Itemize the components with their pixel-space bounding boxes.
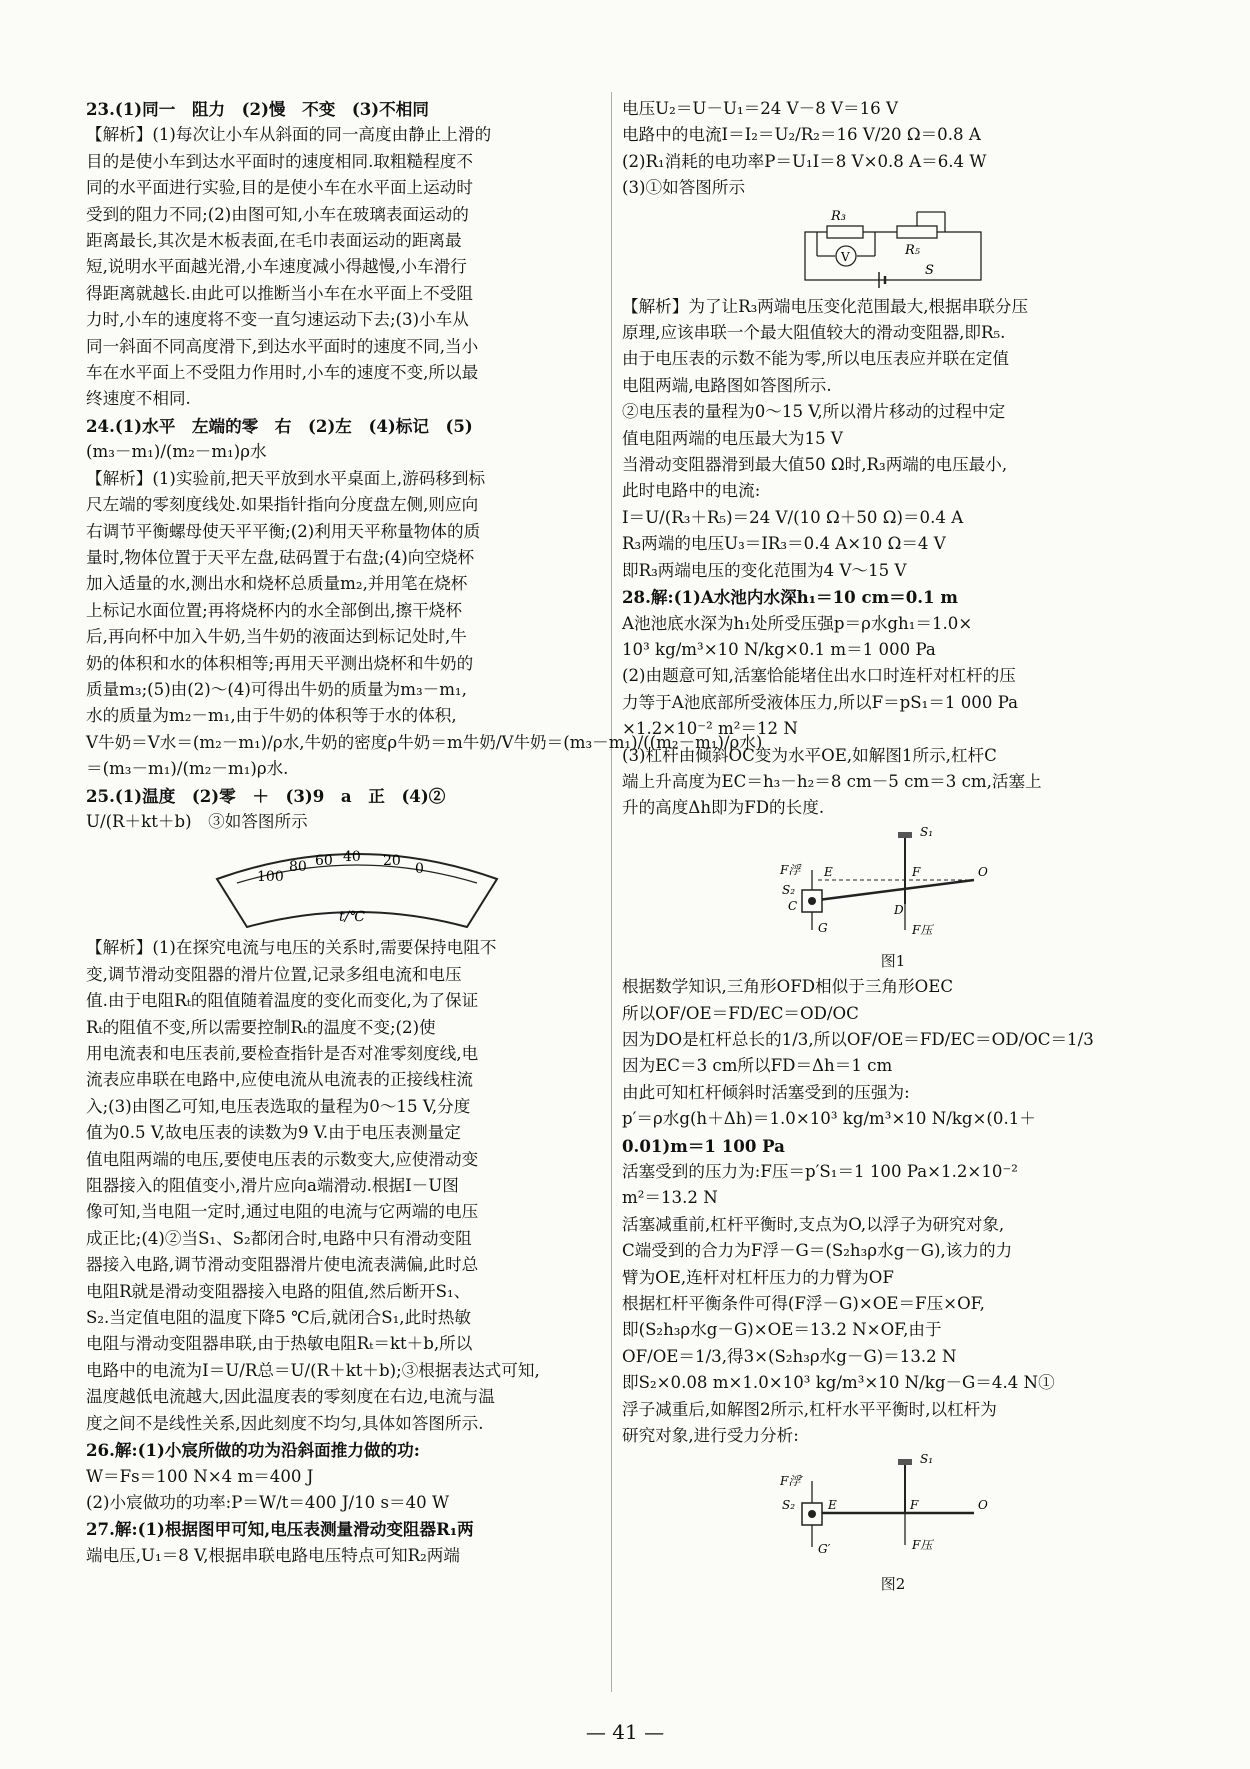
right-block3-line: 因为EC＝3 cm所以FD＝Δh＝1 cm [622,1056,893,1076]
left-block1-line: V牛奶＝V水＝(m₂－m₁)/ρ水,牛奶的密度ρ牛奶＝m牛奶/V牛奶＝(m₃－m₁)/((m₂－m₁)/ρ水) [86,732,763,752]
right-block2-line: 当滑动变阻器滑到最大值50 Ω时,R₃两端的电压最小, [622,455,1008,475]
right-block2-line: 即R₃两端电压的变化范围为4 V～15 V [622,560,907,580]
left-block1-line: 【解析】(1)实验前,把天平放到水平桌面上,游码移到标 [86,468,486,488]
left-block1-line: U/(R＋kt＋b) ③如答图所示 [86,811,308,831]
fig2-label-g: G′ [818,1542,831,1557]
fig1-label-d: D [894,902,904,917]
left-block2-line: 值电阻两端的电压,要使电压表的示数变大,应使滑动变 [86,1149,479,1169]
right-block2-line: 28.解:(1)A水池内水深h₁＝10 cm＝0.1 m [622,587,958,608]
left-block1-line: 受到的阻力不同;(2)由图可知,小车在玻璃表面运动的 [86,204,469,224]
fig2-label-ffu: F浮′ [780,1474,804,1489]
circuit-figure [622,206,1164,290]
right-block2-line: (3)杠杆由倾斜OC变为水平OE,如解图1所示,杠杆C [622,745,997,765]
fig1-label-ffu: F浮 [780,862,801,877]
right-block2-line: 力等于A池底部所受液体压力,所以F＝pS₁＝1 000 Pa [622,692,1019,712]
fig1-caption: 图1 [880,951,906,970]
left-block1-line: 得距离就越长.由此可以推断当小车在水平面上不受阻 [86,283,473,303]
right-block3-line: 根据杠杆平衡条件可得(F浮－G)×OE＝F压×OF, [622,1294,985,1314]
right-block3-line: OF/OE＝1/3,得3×(S₂h₃ρ水g－G)＝13.2 N [622,1346,957,1366]
left-block2-line: 电阻R就是滑动变阻器接入电路的阻值,然后断开S₁、 [86,1281,471,1301]
right-block3-line: p′＝ρ水g(h＋Δh)＝1.0×10³ kg/m³×10 N/kg×(0.1＋ [622,1109,1036,1129]
right-block2-line: 【解析】为了让R₃两端电压变化范围最大,根据串联分压 [622,296,1029,316]
left-block1-line: 同一斜面不同高度滑下,到达水平面时的速度不同,当小 [86,336,479,356]
thermometer-dial-figure [86,839,628,931]
right-block2-line: ②电压表的量程为0～15 V,所以滑片移动的过程中定 [622,402,1006,422]
right-block2-line: 电阻两端,电路图如答图所示. [622,375,832,395]
left-block1-line: 终速度不相同. [86,389,191,409]
page-number: — 41 — [585,1720,665,1744]
left-block2-line: 入;(3)由图乙可知,电压表选取的量程为0～15 V,分度 [86,1096,471,1116]
dial-unit: t/℃ [339,909,366,926]
dial-tick-1: 80 [289,859,307,876]
left-block2-line: 流表应串联在电路中,应使电流从电流表的正接线柱流 [86,1070,473,1090]
right-block1-line: (3)①如答图所示 [622,178,746,198]
fig2-label-f: F [910,1498,919,1513]
left-block1-line: 量时,物体位置于天平左盘,砝码置于右盘;(4)向空烧杯 [86,547,475,567]
left-block2-line: Rₜ的阻值不变,所以需要控制Rₜ的温度不变;(2)使 [86,1017,436,1037]
right-text-block-2 [622,294,1164,822]
dial-tick-4: 20 [383,853,401,870]
left-block1-line: 水的质量为m₂－m₁,由于牛奶的体积等于水的体积, [86,706,457,726]
right-block2-line: 10³ kg/m³×10 N/kg×0.1 m＝1 000 Pa [622,639,936,659]
fig1-label-e: E [824,864,833,879]
left-block1-line: (m₃－m₁)/(m₂－m₁)ρ水 [86,442,267,462]
right-block3-line: 根据数学知识,三角形OFD相似于三角形OEC [622,977,954,997]
right-block2-line: R₃两端的电压U₃＝IR₃＝0.4 A×10 Ω＝4 V [622,534,946,554]
fig2-label-fya: F压 [912,1538,933,1553]
right-block2-line: (2)由题意可知,活塞恰能堵住出水口时连杆对杠杆的压 [622,666,1016,686]
left-block2-line: (2)小宸做功的功率:P＝W/t＝400 J/10 s＝40 W [86,1492,450,1512]
right-block2-line: A池池底水深为h₁处所受压强p＝ρ水gh₁＝1.0× [622,613,973,633]
circuit-label-v: V [841,249,850,264]
right-block3-line: 0.01)m＝1 100 Pa [622,1135,785,1156]
right-block3-line: m²＝13.2 N [622,1188,718,1208]
circuit-label-r3: R₃ [831,208,846,224]
left-block2-line: S₂.当定值电阻的温度下降5 ℃后,就闭合S₁,此时热敏 [86,1308,471,1328]
right-block3-line: 所以OF/OE＝FD/EC＝OD/OC [622,1003,859,1023]
left-block1-line: 上标记水面位置;再将烧杯内的水全部倒出,擦干烧杯 [86,600,462,620]
fig1-label-g: G [818,920,828,935]
left-block1-line: 23.(1)同一 阻力 (2)慢 不变 (3)不相同 [86,99,429,119]
left-block2-line: 成正比;(4)②当S₁、S₂都闭合时,电路中只有滑动变阻 [86,1228,472,1248]
right-block1-line: 电路中的电流I＝I₂＝U₂/R₂＝16 V/20 Ω＝0.8 A [622,125,981,145]
left-block1-line: 【解析】(1)每次让小车从斜面的同一高度由静止上滑的 [86,125,492,145]
left-block2-line: 电阻与滑动变阻器串联,由于热敏电阻Rₜ＝kt＋b,所以 [86,1334,473,1354]
left-block1-line: 24.(1)水平 左端的零 右 (2)左 (4)标记 (5) [86,415,473,436]
right-block1-line: (2)R₁消耗的电功率P＝U₁I＝8 V×0.8 A＝6.4 W [622,151,987,171]
right-block3-line: 浮子减重后,如解图2所示,杠杆水平平衡时,以杠杆为 [622,1399,997,1419]
dial-tick-3: 40 [343,849,361,866]
left-block2-line: W＝Fs＝100 N×4 m＝400 J [86,1466,314,1486]
right-text-block-1 [622,96,1164,202]
left-block1-line: 距离最长,其次是木板表面,在毛巾表面运动的距离最 [86,231,462,251]
fig1-label-s2: S₂ [782,882,796,897]
left-block2-line: 【解析】(1)在探究电流与电压的关系时,需要保持电阻不 [86,938,497,958]
fig1-label-fya: F压 [912,922,933,937]
thermometer-dial [197,839,517,931]
fig2-label-s2: S₂ [782,1498,796,1513]
left-block1-line: 加入适量的水,测出水和烧杯总质量m₂,并用笔在烧杯 [86,574,468,594]
left-block2-line: 用电流表和电压表前,要检查指针是否对准零刻度线,电 [86,1044,479,1063]
right-block2-line: 此时电路中的电流: [622,481,761,501]
right-block3-line: 由此可知杠杆倾斜时活塞受到的压强为: [622,1082,910,1102]
right-block2-line: 升的高度Δh即为FD的长度. [622,798,825,818]
right-block3-line: 活塞受到的压力为:F压＝p′S₁＝1 100 Pa×1.2×10⁻² [622,1162,1018,1181]
right-column [622,96,1164,1598]
left-block2-line: 26.解:(1)小宸所做的功为沿斜面推力做的功: [86,1440,420,1461]
fig1-label-f: F [912,864,921,879]
left-block2-line: 端电压,U₁＝8 V,根据串联电路电压特点可知R₂两端 [86,1545,460,1565]
fig2-caption: 图2 [880,1575,906,1594]
lever-figure-2 [622,1453,1164,1567]
right-block3-line: 因为DO是杠杆总长的1/3,所以OF/OE＝FD/EC＝OD/OC＝1/3 [622,1029,1094,1049]
right-block2-line: 端上升高度为EC＝h₃－h₂＝8 cm－5 cm＝3 cm,活塞上 [622,771,1042,791]
right-block3-line: 研究对象,进行受力分析: [622,1426,799,1446]
fig1-label-s1: S₁ [920,824,934,839]
left-block1-line: 25.(1)温度 (2)零 ＋ (3)9 a 正 (4)② [86,785,446,806]
left-block1-line: 质量m₃;(5)由(2)～(4)可得出牛奶的质量为m₃－m₁, [86,679,467,699]
right-block2-line: 原理,应该串联一个最大阻值较大的滑动变阻器,即R₅. [622,323,1006,343]
right-block3-line: C端受到的合力为F浮－G＝(S₂h₃ρ水g－G),该力的力 [622,1241,1013,1261]
left-block1-line: 车在水平面上不受阻力作用时,小车的速度不变,所以最 [86,363,479,383]
left-block2-line: 度之间不是线性关系,因此刻度不均匀,具体如答图所示. [86,1413,484,1433]
right-block2-line: 由于电压表的示数不能为零,所以电压表应并联在定值 [622,349,1009,369]
left-block1-line: 奶的体积和水的体积相等;再用天平测出烧杯和牛奶的 [86,653,474,673]
circuit-label-s: S [925,262,934,278]
right-block1-line: 电压U₂＝U－U₁＝24 V－8 V＝16 V [622,99,898,118]
fig2-label-e: E [828,1498,837,1513]
circuit-label-r5: R₅ [905,242,920,258]
dial-tick-0: 100 [257,869,284,886]
left-block1-line: ＝(m₃－m₁)/(m₂－m₁)ρ水. [86,759,289,779]
left-block2-line: 像可知,当电阻一定时,通过电阻的电流与它两端的电压 [86,1202,479,1222]
right-block2-line: I＝U/(R₃＋R₅)＝24 V/(10 Ω＋50 Ω)＝0.4 A [622,507,964,527]
fig1-label-o: O [978,864,988,879]
left-block2-line: 值为0.5 V,故电压表的读数为9 V.由于电压表测量定 [86,1123,461,1143]
left-block1-line: 右调节平衡螺母使天平平衡;(2)利用天平称量物体的质 [86,521,481,541]
left-block2-line: 值.由于电阻Rₜ的阻值随着温度的变化而变化,为了保证 [86,991,479,1011]
right-block3-line: 活塞减重前,杠杆平衡时,支点为O,以浮子为研究对象, [622,1214,1005,1234]
left-block2-line: 变,调节滑动变阻器的滑片位置,记录多组电流和电压 [86,964,462,984]
fig1-label-c: C [788,898,798,913]
left-block2-line: 器接入电路,调节滑动变阻器滑片使电流表满偏,此时总 [86,1255,479,1275]
left-block1-line: 目的是使小车到达水平面时的速度相同.取粗糙程度不 [86,151,473,171]
lever-figure-1 [622,826,1164,944]
lever-diagram-2 [778,1453,1008,1567]
right-text-block-3 [622,974,1164,1449]
left-block1-line: 后,再向杯中加入牛奶,当牛奶的液面达到标记处时,牛 [86,627,467,647]
left-block1-line: 尺左端的零刻度线处.如果指针指向分度盘左侧,则应向 [86,495,479,515]
lever-diagram-1 [778,826,1008,944]
right-block2-line: 值电阻两端的电压最大为15 V [622,428,843,448]
dial-tick-5: 0 [415,861,424,878]
right-block3-line: 即(S₂h₃ρ水g－G)×OE＝13.2 N×OF,由于 [622,1320,942,1340]
left-block2-line: 温度越低电流越大,因此温度表的零刻度在右边,电流与温 [86,1387,495,1407]
left-block1-line: 短,说明水平面越光滑,小车速度减小得越慢,小车滑行 [86,257,467,277]
right-block2-line: ×1.2×10⁻² m²＝12 N [622,719,798,739]
left-block2-line: 电路中的电流为I＝U/R总＝U/(R＋kt＋b);③根据表达式可知, [86,1360,540,1380]
right-block3-line: 即S₂×0.08 m×1.0×10³ kg/m³×10 N/kg－G＝4.4 N① [622,1373,1055,1393]
dial-tick-2: 60 [315,853,333,870]
fig2-label-o: O [978,1498,988,1513]
right-block3-line: 臂为OE,连杆对杠杆压力的力臂为OF [622,1267,894,1287]
fig2-label-s1: S₁ [920,1452,934,1467]
left-block2-line: 阻器接入的阻值变小,滑片应向a端滑动.根据I－U图 [86,1176,459,1196]
circuit-diagram [793,206,993,290]
left-block1-line: 同的水平面进行实验,目的是使小车在水平面上运动时 [86,178,473,198]
left-block2-line: 27.解:(1)根据图甲可知,电压表测量滑动变阻器R₁两 [86,1519,474,1540]
left-block1-line: 力时,小车的速度将不变一直匀速运动下去;(3)小车从 [86,310,469,330]
left-text-block-2 [86,935,628,1569]
